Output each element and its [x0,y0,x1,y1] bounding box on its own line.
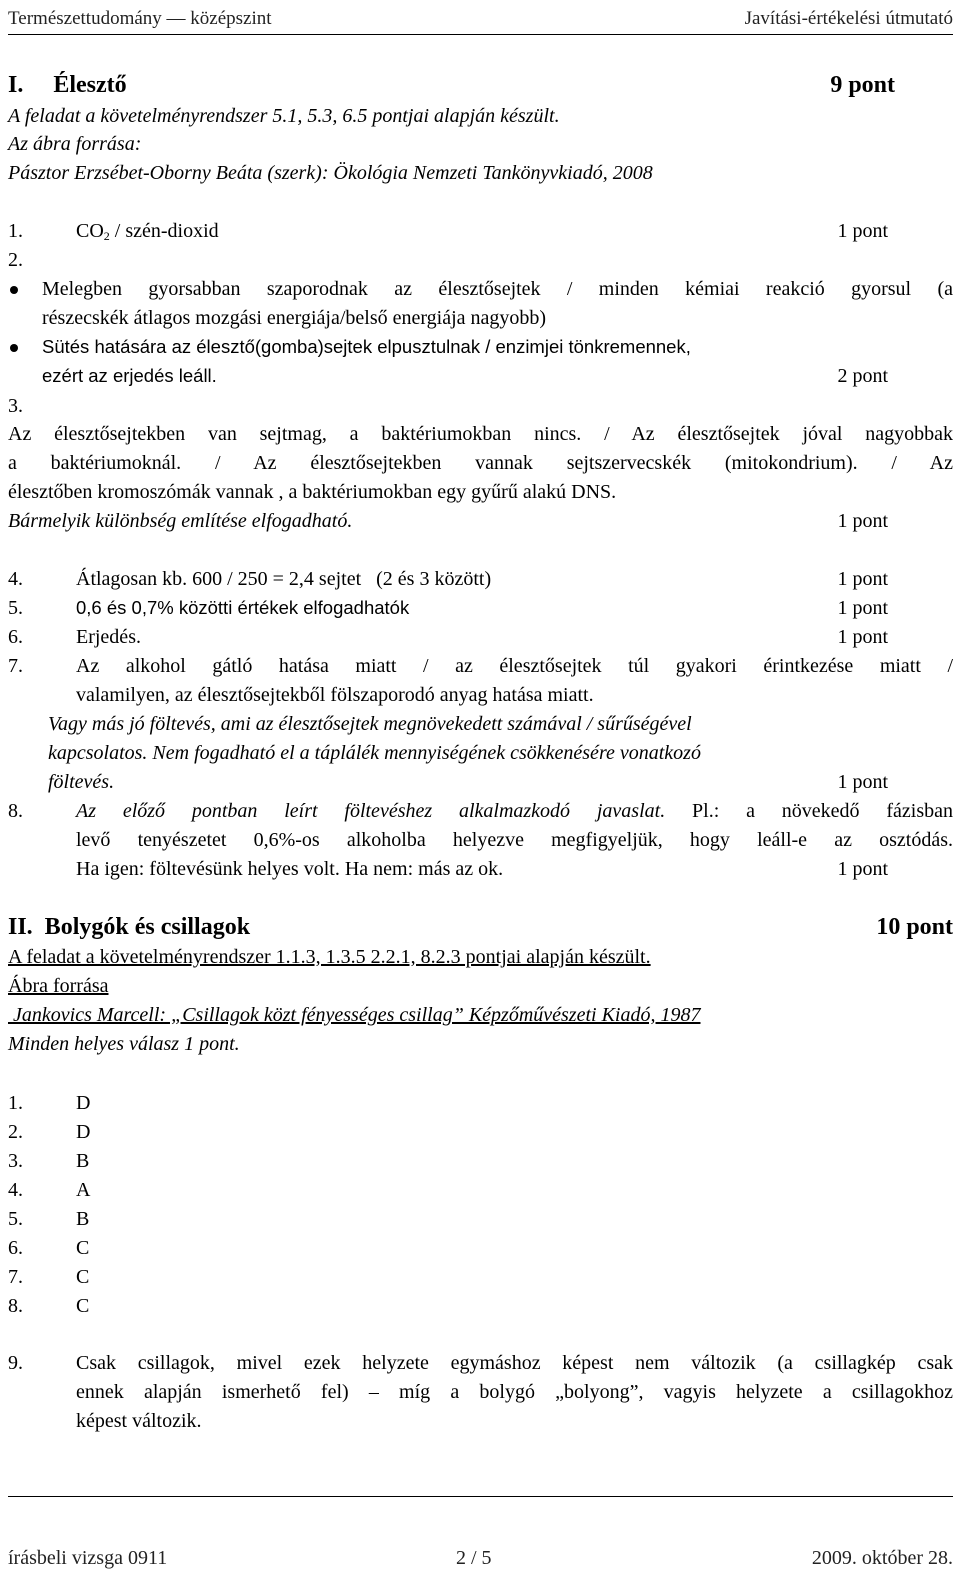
answer-text: $CO_2$ / szén-dioxid [76,220,219,243]
answer-2-number: 2. [8,249,23,271]
footer-page-number: 2 / 5 [456,1547,492,1569]
page-footer [8,1496,953,1569]
answer-number: 8. [8,1295,23,1317]
answer-points: 1 pont [837,858,888,880]
bullet-icon [10,344,18,352]
section1-heading [8,72,953,98]
section2-title: II. Bolygók és csillagok [8,914,251,940]
answer-points: 1 pont [837,771,888,793]
page-header [8,4,953,35]
section1-title: I. Élesztő [8,72,127,98]
section2-source: Jankovics Marcell: „Csillagok közt fényességes csillag” Képzőművészeti Kiadó, 1987 [8,1004,701,1026]
answer-points: 1 pont [837,626,888,648]
header-right: Javítási-értékelési útmutató [744,8,953,29]
answer-points: 2 pont [837,365,888,387]
answer-number: 7. [8,1266,23,1288]
answer-number: 3. [8,1150,23,1172]
answer-letter: D [76,1092,91,1114]
section2-points: 10 pont [876,914,953,940]
answer-points: 1 pont [837,568,888,590]
answer-letter: C [76,1237,90,1259]
header-left: Természettudomány — középszint [8,8,272,29]
answer-letter: C [76,1295,90,1317]
answer-number: 1. [8,220,23,242]
footer-date: 2009. október 28. [811,1547,953,1569]
answer-3-number: 3. [8,395,23,417]
answer-number: 5. [8,1208,23,1230]
answer-number: 1. [8,1092,23,1114]
section2-basis: A feladat a követelményrendszer 1.1.3, 1.3.5 2.2.1, 8.2.3 pontjai alapján készült. [8,946,651,968]
answer-number: 2. [8,1121,23,1143]
answer-3-line-4: Bármelyik különbség említése elfogadható. 1 pont [8,510,888,532]
section1-source: Pásztor Erzsébet-Oborny Beáta (szerk): Ökológia Nemzeti Tankönyvkiadó, 2008 [8,162,653,184]
answer-points: 1 pont [837,220,888,242]
section2-note: Minden helyes válasz 1 pont. [8,1033,240,1055]
answer-letter: B [76,1150,90,1172]
answer-3-line-3: élesztőben kromoszómák vannak , a baktériumokban egy gyűrű alakú DNS. [8,481,617,503]
answer-letter: D [76,1121,91,1143]
answer-number: 4. [8,1179,23,1201]
answer-letter: C [76,1266,90,1288]
answer-letter: A [76,1179,91,1201]
section2-heading [8,914,953,940]
footer-left: írásbeli vizsga 0911 [8,1547,168,1569]
answer-points: 1 pont [837,510,888,532]
bullet-icon [10,286,18,294]
answer-points: 1 pont [837,597,888,619]
answer-letter: B [76,1208,90,1230]
section1-points: 9 pont [830,72,895,98]
section1-basis: A feladat a követelményrendszer 5.1, 5.3, 6.5 pontjai alapján készült. [8,105,560,127]
section1-source-label: Az ábra forrása: [8,133,142,155]
section2-source-label: Ábra forrása [8,975,109,997]
answer-number: 6. [8,1237,23,1259]
